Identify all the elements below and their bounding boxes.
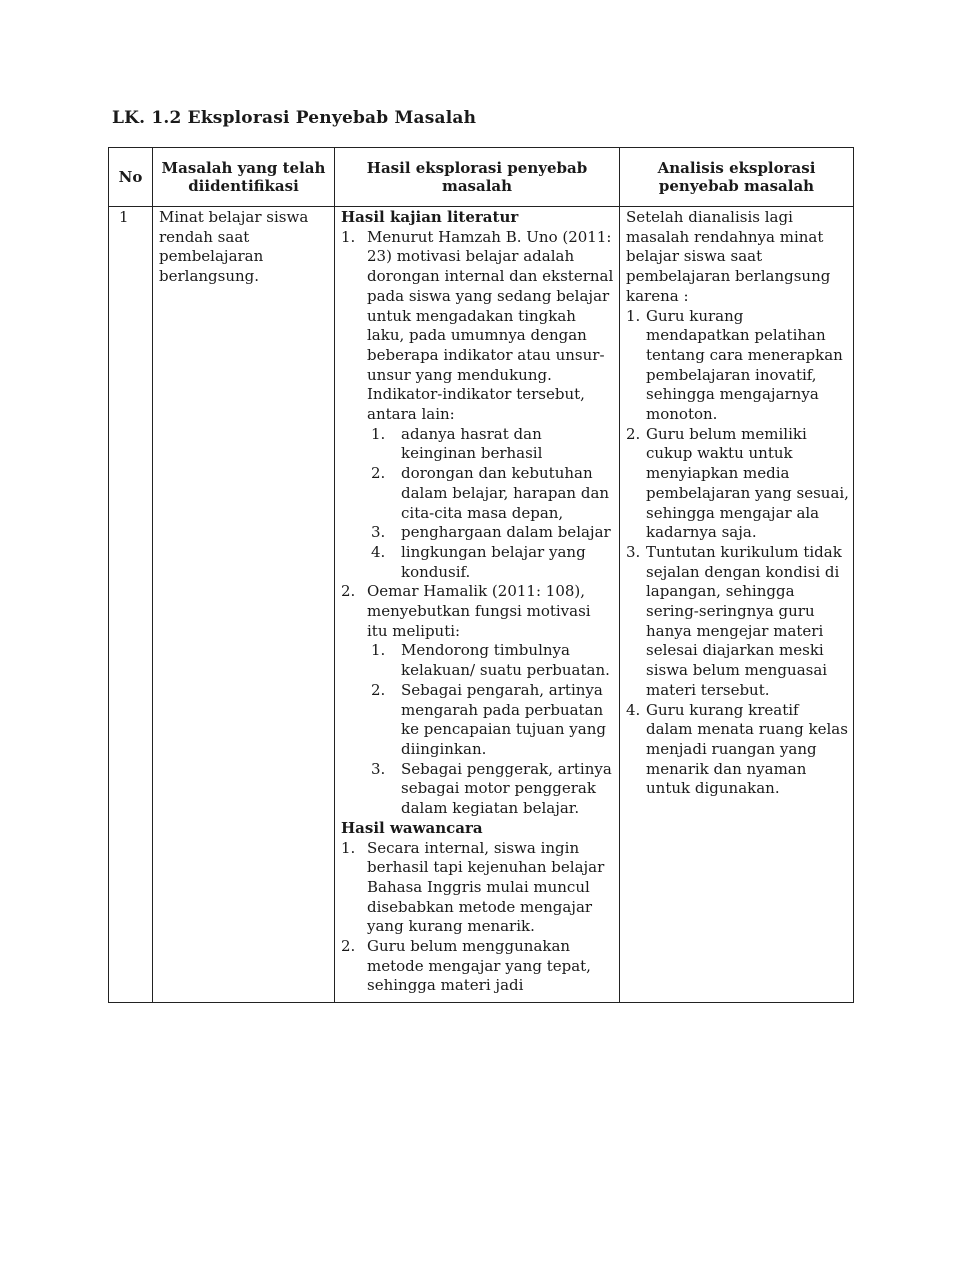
analysis-list [626, 307, 849, 800]
list-item-number: 2. [341, 582, 356, 601]
list-item-number: 2. [341, 937, 356, 956]
list-item-text: lingkungan belajar yang kondusif. [401, 542, 586, 581]
interview-list [341, 839, 615, 997]
header-analisis: Analisis eksplorasi penyebab masalah [620, 148, 854, 207]
list-item-number: 1. [626, 306, 641, 325]
literature-heading: Hasil kajian literatur [341, 208, 519, 226]
list-item [626, 425, 849, 543]
list-item [367, 760, 615, 819]
literature-list [341, 228, 615, 819]
list-item [626, 701, 849, 800]
list-item [341, 228, 615, 583]
list-item-text: Mendorong timbulnya kelakuan/ suatu perbuatan. [401, 641, 610, 680]
list-item-text: dorongan dan kebutuhan dalam belajar, harapan dan cita-cita masa depan, [401, 464, 610, 522]
list-item-text: Tuntutan kurikulum tidak sejalan dengan kondisi di lapangan, sehingga sering-seringnya guru hanya mengejar materi selesai diajarkan meski siswa belum menguasai materi tersebut. [646, 542, 842, 699]
list-item [341, 839, 615, 938]
list-item-text: adanya hasrat dan keinginan berhasil [401, 424, 543, 463]
indicator-list [367, 425, 615, 583]
list-item-number: 3. [626, 542, 641, 561]
list-item [341, 582, 615, 818]
list-item-text: Guru kurang kreatif dalam menata ruang kelas menjadi ruangan yang menarik dan nyaman untuk digunakan. [646, 700, 848, 798]
list-item-text: Guru belum memiliki cukup waktu untuk menyiapkan media pembelajaran yang sesuai, sehingga mengajar ala kadarnya saja. [646, 424, 849, 542]
list-item-number: 4. [371, 542, 386, 561]
header-masalah: Masalah yang telah diidentifikasi [153, 148, 335, 207]
list-item [367, 425, 615, 464]
list-item-text: Secara internal, siswa ingin berhasil tapi kejenuhan belajar Bahasa Inggris mulai muncul disebabkan metode mengajar yang kurang menarik. [367, 838, 605, 936]
list-item-number: 1. [371, 641, 386, 660]
list-item-number: 1. [341, 227, 356, 246]
list-item-text: penghargaan dalam belajar [401, 523, 611, 542]
list-item [626, 543, 849, 701]
list-item-number: 1. [341, 838, 356, 857]
list-item-text: Oemar Hamalik (2011: 108), menyebutkan fungsi motivasi itu meliputi: [367, 582, 591, 640]
header-hasil: Hasil eksplorasi penyebab masalah [335, 148, 620, 207]
list-item-number: 2. [371, 680, 386, 699]
exploration-table [108, 147, 854, 1003]
cell-no: 1 [109, 207, 153, 1003]
page-title: LK. 1.2 Eksplorasi Penyebab Masalah [112, 108, 477, 128]
header-no: No [109, 148, 153, 207]
list-item-text: Guru kurang mendapatkan pelatihan tentang cara menerapkan pembelajaran inovatif, sehingga mengajarnya monoton. [646, 306, 843, 424]
table-header-row [109, 148, 854, 207]
list-item [626, 307, 849, 425]
list-item [341, 937, 615, 996]
list-item [367, 543, 615, 582]
list-item-text: Sebagai pengarah, artinya mengarah pada perbuatan ke pencapaian tujuan yang diinginkan. [401, 680, 606, 758]
list-item-number: 3. [371, 759, 386, 778]
list-item-text: Guru belum menggunakan metode mengajar yang tepat, sehingga materi jadi [367, 937, 591, 995]
analysis-intro: Setelah dianalisis lagi masalah rendahnya minat belajar siswa saat pembelajaran berlangsung karena : [626, 208, 831, 305]
list-item-number: 2. [626, 424, 641, 443]
list-item [367, 523, 615, 543]
table-row [109, 207, 854, 1003]
cell-masalah: Minat belajar siswa rendah saat pembelajaran berlangsung. [153, 207, 335, 1003]
function-list [367, 641, 615, 818]
cell-analisis [620, 207, 854, 1003]
list-item-text: Sebagai penggerak, artinya sebagai motor penggerak dalam kegiatan belajar. [401, 759, 612, 818]
list-item-number: 3. [371, 523, 386, 542]
list-item-number: 2. [371, 464, 386, 483]
list-item [367, 681, 615, 760]
list-item-text: Menurut Hamzah B. Uno (2011: 23) motivasi belajar adalah dorongan internal dan eksternal pada siswa yang sedang belajar untuk mengadakan tingkah laku, pada umumnya dengan beberapa indikator atau unsur-unsur yang mendukung. Indikator-indikator tersebut, antara lain: [367, 227, 614, 424]
list-item-number: 1. [371, 424, 386, 443]
cell-hasil [335, 207, 620, 1003]
list-item-number: 4. [626, 700, 641, 719]
list-item [367, 641, 615, 680]
interview-heading: Hasil wawancara [341, 818, 483, 837]
list-item [367, 464, 615, 523]
